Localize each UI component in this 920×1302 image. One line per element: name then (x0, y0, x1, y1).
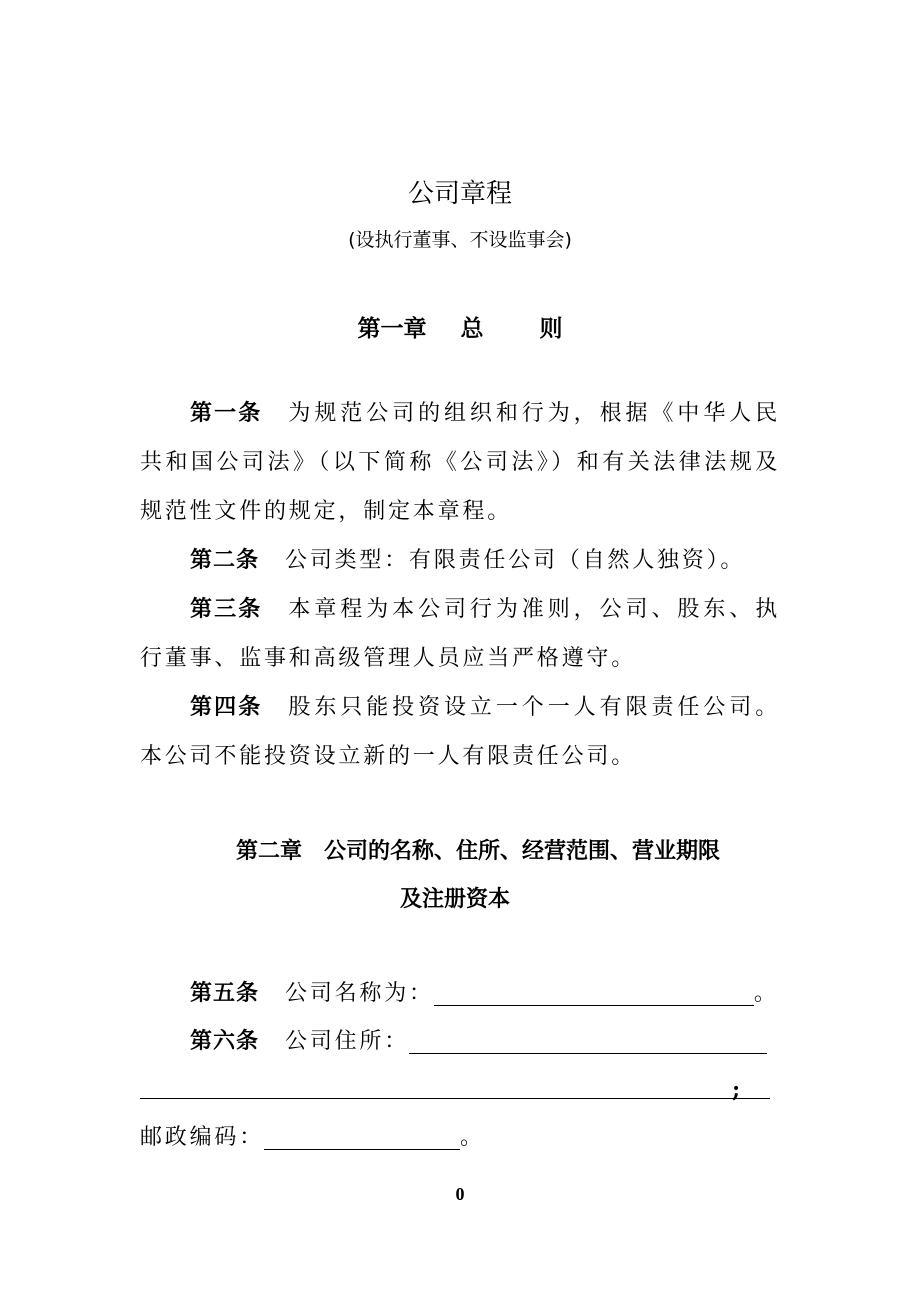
company-name-end: 。 (753, 981, 779, 1006)
company-address-continuation (140, 1066, 780, 1114)
chapter-2-title-line2: 及注册资本 (400, 887, 511, 912)
document-title: 公司章程 (407, 179, 512, 209)
article-3-text: 本章程为本公司行为准则，公司、股东、执行董事、监事和高级管理人员应当严格遵守。 (140, 597, 780, 671)
article-6-number: 第六条 (190, 1029, 260, 1054)
article-1-text: 为规范公司的组织和行为，根据《中华人民共和国公司法》（以下简称《公司法》）和有关法律法规及规范性文件的规定，制定本章程。 (140, 401, 780, 524)
article-5-number: 第五条 (190, 981, 260, 1006)
article-3 (140, 585, 780, 683)
article-2 (140, 536, 780, 585)
chapter-1-label: 第一章 (357, 316, 427, 342)
postal-code-row (140, 1114, 780, 1162)
chapter-2-label: 第二章 (236, 839, 303, 864)
chapter-2-title-line1: 公司的名称、住所、经营范围、营业期限 (324, 839, 721, 864)
company-name-label: 公司名称为： (285, 981, 434, 1006)
company-name-blank[interactable] (434, 975, 754, 1006)
address-semicolon: ; (732, 1077, 743, 1103)
chapter-1-title-a: 总 (460, 316, 484, 342)
article-6 (140, 1018, 780, 1066)
article-2-number: 第二条 (190, 548, 260, 573)
article-4-number: 第四条 (190, 695, 263, 720)
article-2-text: 公司类型：有限责任公司（自然人独资）。 (285, 548, 746, 573)
company-address-blank-line2[interactable] (140, 1098, 770, 1099)
chapter-1-heading (0, 312, 920, 346)
chapter-1-body (140, 389, 780, 781)
company-address-blank[interactable] (409, 1023, 767, 1054)
document-subtitle: (设执行董事、不设监事会) (348, 229, 572, 251)
chapter-2-heading (236, 828, 796, 924)
company-address-label: 公司住所： (285, 1029, 410, 1054)
article-4-text: 股东只能投资设立一个一人有限责任公司。本公司不能投资设立新的一人有限责任公司。 (140, 695, 780, 769)
chapter-1-title-b: 则 (539, 316, 563, 342)
article-4 (140, 683, 780, 781)
article-1 (140, 389, 780, 536)
page-number: 0 (455, 1184, 465, 1204)
postal-code-blank[interactable] (264, 1119, 460, 1150)
postal-code-label: 邮政编码： (140, 1125, 265, 1150)
article-5 (140, 970, 780, 1018)
article-3-number: 第三条 (190, 597, 263, 622)
article-1-number: 第一条 (190, 401, 263, 426)
postal-code-end: 。 (460, 1125, 485, 1150)
chapter-2-body (140, 970, 780, 1162)
